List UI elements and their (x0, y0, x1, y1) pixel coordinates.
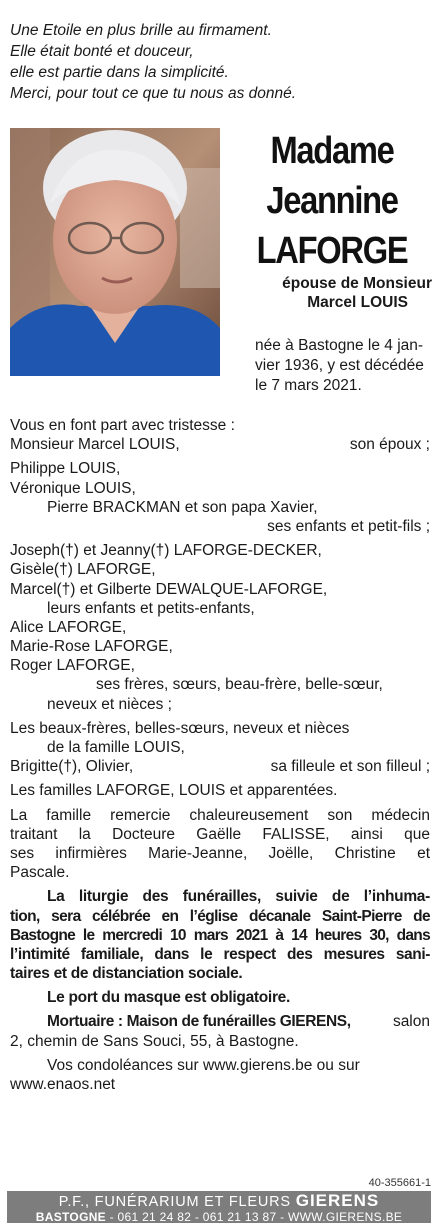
child-name: Véronique LOUIS, (10, 479, 136, 497)
poem-line: Merci, pour tout ce que tu nous as donné. (10, 85, 297, 102)
child-name: Pierre BRACKMAN et son papa Xavier, (47, 498, 318, 516)
liturgy-line: taires et de distanciation sociale. (10, 965, 243, 983)
mortuary-address: 2, chemin de Sans Souci, 55, à Bastogne. (10, 1032, 299, 1050)
footer-city: BASTOGNE (35, 1210, 106, 1224)
footer-brand: GIERENS (295, 1191, 380, 1210)
inlaws-line: de la famille LOUIS, (47, 739, 185, 756)
sibling-name: Roger LAFORGE, (10, 657, 135, 675)
thanks-line: traitant la Docteure Gaëlle FALISSE, ainsi que (10, 825, 430, 843)
intro-text: Vous en font part avec tristesse : (10, 417, 235, 434)
siblings-role: ses frères, sœurs, beau-frère, belle-sœur, (96, 676, 383, 694)
footer-services: P.F., FUNÉRARIUM ET FLEURS (58, 1194, 291, 1210)
godchildren-names: Brigitte(†), Olivier, (10, 758, 134, 776)
liturgy-line: Bastogne le mercredi 10 mars 2021 à 14 heures 30, dans (10, 926, 430, 944)
name-title: Madame (270, 130, 394, 172)
footer-line-1 (7, 1191, 431, 1211)
portrait-illustration (10, 128, 220, 376)
husband-name: Monsieur Marcel LOUIS, (10, 436, 180, 454)
godchildren-role: sa filleule et son filleul ; (270, 758, 430, 776)
name-last: LAFORGE (256, 230, 408, 272)
mortuary-row (10, 1012, 430, 1031)
mask-notice: Le port du masque est obligatoire. (47, 989, 290, 1007)
footer-contacts: - 061 21 24 82 - 061 21 13 87 - WWW.GIERENS.BE (105, 1210, 403, 1224)
portrait-photo (10, 128, 220, 376)
mortuary-salon: salon (392, 1013, 430, 1031)
birth-death-info (255, 336, 433, 396)
spouse-line: épouse de Monsieur (282, 275, 432, 292)
deceased-name (232, 126, 432, 276)
inlaws-line: Les beaux-frères, belles-sœurs, neveux et nièces (10, 719, 350, 737)
condolences-line: Vos condoléances sur www.gierens.be ou sur (47, 1056, 360, 1074)
funeral-home-footer (7, 1191, 431, 1223)
birth-line: le 7 mars 2021. (255, 377, 362, 394)
sibling-name: Gisèle(†) LAFORGE, (10, 561, 156, 579)
thanks-line: La famille remercie chaleureusement son médecin (10, 806, 430, 824)
child-name: Philippe LOUIS, (10, 460, 121, 478)
siblings-role: neveux et nièces ; (47, 695, 172, 713)
sibling-descendants: leurs enfants et petits-enfants, (47, 599, 255, 617)
liturgy-line: l’intimité familiale, dans le respect des mesures sani- (10, 945, 430, 963)
poem-line: Une Etoile en plus brille au firmament. (10, 22, 272, 39)
footer-line-2 (7, 1211, 431, 1224)
sibling-name: Alice LAFORGE, (10, 618, 127, 636)
husband-row (10, 435, 430, 454)
poem-line: elle est partie dans la simplicité. (10, 64, 229, 81)
thanks-line: Pascale. (10, 864, 70, 882)
reference-number: 40-355661-1 (368, 1177, 431, 1189)
birth-line: vier 1936, y est décédée (255, 357, 424, 374)
poem-line: Elle était bonté et douceur, (10, 43, 194, 60)
name-first: Jeannine (266, 180, 398, 222)
birth-line: née à Bastogne le 4 jan- (255, 337, 424, 354)
sibling-name: Marie-Rose LAFORGE, (10, 638, 173, 656)
children-role: ses enfants et petit-fils ; (267, 517, 430, 535)
liturgy-line: tion, sera célébrée en l’église décanale Saint-Pierre de (10, 907, 430, 925)
mortuary-label: Mortuaire : Maison de funérailles GIERENS, (47, 1013, 351, 1031)
liturgy-line: La liturgie des funérailles, suivie de l’inhuma- (47, 888, 430, 906)
thanks-line: ses infirmières Marie-Jeanne, Joëlle, Christine et (10, 844, 430, 862)
condolences-line: www.enaos.net (10, 1076, 116, 1093)
sibling-name: Joseph(†) et Jeanny(†) LAFORGE-DECKER, (10, 542, 322, 560)
families-line: Les familles LAFORGE, LOUIS et apparentées. (10, 782, 338, 800)
announcement-body (10, 416, 430, 1094)
spouse-info (232, 274, 432, 312)
sibling-name: Marcel(†) et Gilberte DEWALQUE-LAFORGE, (10, 580, 328, 598)
husband-role: son époux ; (349, 436, 430, 454)
poem (10, 20, 430, 104)
spouse-line: Marcel LOUIS (307, 294, 408, 311)
godchildren-row (10, 757, 430, 776)
